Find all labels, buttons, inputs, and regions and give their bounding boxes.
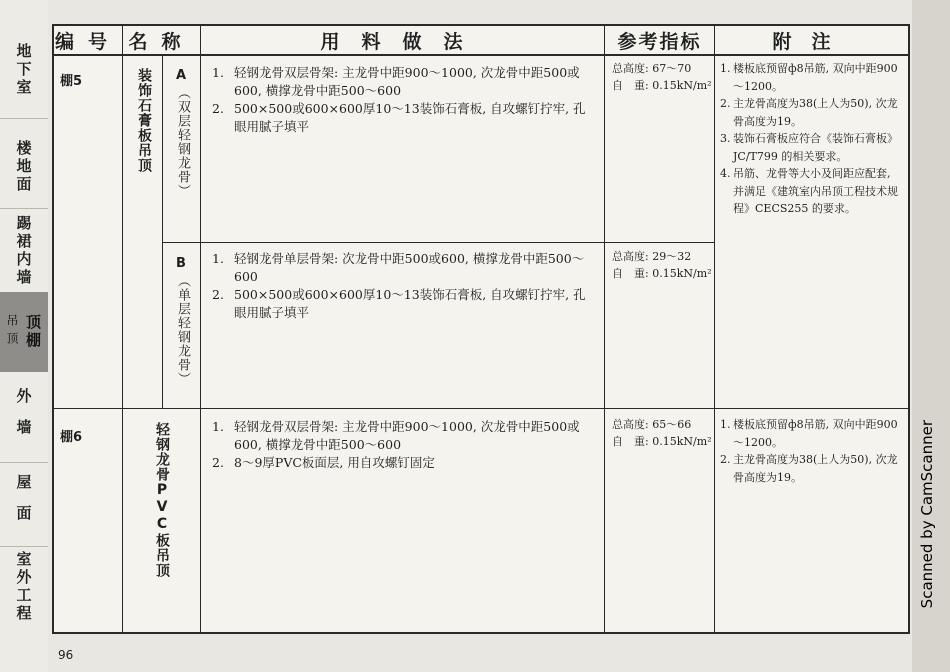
reference-height: 总高度: 65～66 [612, 418, 692, 431]
reference-weight: 自 重: 0.15kN/m² [612, 435, 712, 448]
method-steps: 1. 轻钢龙骨双层骨架: 主龙骨中距900～1000, 次龙骨中距500或600, 横撑龙骨中距500～600 2. 8～9厚PVC板面层, 用自攻螺钉固定 [212, 419, 580, 470]
variant-letter: A [176, 68, 187, 83]
notes-list: 1. 楼板底预留ф8吊筋, 双向中距900～1200。 2. 主龙骨高度为38(上人为50), 次龙骨高度为19。 [720, 418, 898, 484]
tab-ceiling[interactable]: 吊顶 顶棚 [0, 292, 48, 372]
variant-letter: B [176, 256, 186, 271]
page-number: 96 [58, 648, 74, 662]
construction-table [52, 24, 910, 634]
scanner-watermark: Scanned by CamScanner [918, 420, 936, 609]
row-code: 棚5 [60, 74, 83, 89]
header-name: 名称 [128, 30, 195, 53]
variant-subtitle: （单层轻钢龙骨） [175, 274, 190, 386]
tab-basement[interactable]: 地下室 [14, 43, 33, 97]
header-method: 用料做法 [320, 30, 485, 53]
reference-height: 总高度: 67～70 [612, 62, 692, 75]
reference-weight: 自 重: 0.15kN/m² [612, 267, 712, 280]
tab-roof[interactable]: 屋面 [14, 474, 33, 536]
row-name: 装饰石膏板吊顶 [136, 68, 152, 173]
tab-skirting-wall[interactable]: 踢裙内墙 [14, 215, 33, 287]
row-code: 棚6 [60, 430, 83, 445]
row-name: 轻钢龙骨PVC板吊顶 [154, 422, 170, 578]
variant-subtitle: （双层轻钢龙骨） [175, 86, 190, 198]
reference-height: 总高度: 29～32 [612, 250, 692, 263]
reference-weight: 自 重: 0.15kN/m² [612, 79, 712, 92]
header-reference: 参考指标 [617, 30, 702, 53]
tab-exterior-wall[interactable]: 外墙 [14, 388, 33, 450]
tab-outdoor-works[interactable]: 室外工程 [14, 551, 33, 623]
category-tab-strip [0, 0, 48, 672]
method-steps: 1. 轻钢龙骨单层骨架: 次龙骨中距500或600, 横撑龙骨中距500～600 2. 500×500或600×600厚10～13装饰石膏板, 自攻螺钉拧牢, 孔眼用腻子填平 [212, 251, 586, 320]
header-code: 编号 [54, 30, 121, 53]
tab-floor[interactable]: 楼地面 [14, 140, 33, 194]
method-steps: 1. 轻钢龙骨双层骨架: 主龙骨中距900～1000, 次龙骨中距500或600, 横撑龙骨中距500～600 2. 500×500或600×600厚10～13装饰石膏板, 自攻螺钉拧牢, 孔眼用腻子填平 [212, 65, 586, 134]
notes-list: 1. 楼板底预留ф8吊筋, 双向中距900～1200。 2. 主龙骨高度为38(上人为50), 次龙骨高度为19。 3. 装饰石膏板应符合《装饰石膏板》JC/T799 的相关要求。 4. 吊筋、龙骨等大小及间距应配套, 并满足《建筑室内吊顶工程技术规程》CECS255 的要求。 [720, 62, 898, 215]
header-notes: 附注 [772, 30, 851, 53]
